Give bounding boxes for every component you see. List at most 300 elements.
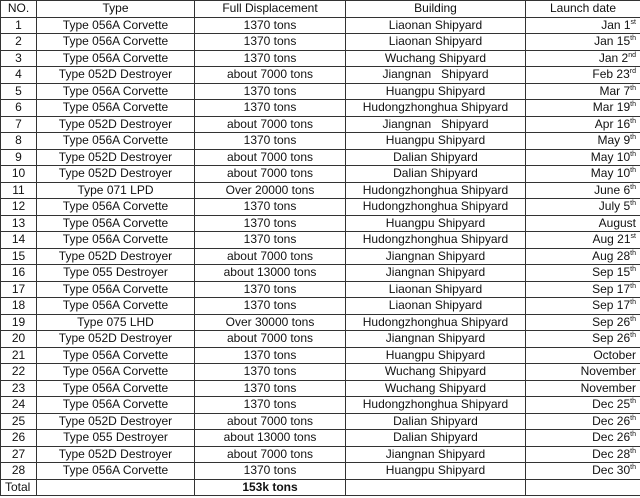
table-row <box>1 116 640 133</box>
cell-launch-date <box>526 232 640 249</box>
cell-no <box>1 17 37 34</box>
cell-displacement <box>195 116 346 133</box>
cell-type-text: Type 056A Corvette <box>62 17 169 32</box>
cell-no <box>1 232 37 249</box>
cell-type-text: Type 055 Destroyer <box>63 430 168 445</box>
cell-no <box>1 116 37 133</box>
cell-no-text: 12 <box>11 199 26 214</box>
date-ordinal-suffix: th <box>630 35 636 43</box>
table-row <box>1 281 640 298</box>
cell-type-text: Type 052D Destroyer <box>58 331 173 346</box>
date-ordinal-suffix: th <box>630 282 636 290</box>
cell-no <box>1 397 37 414</box>
cell-no-text: 9 <box>15 149 22 164</box>
cell-building <box>346 248 526 265</box>
cell-displacement <box>195 314 346 331</box>
cell-type-text: Type 056A Corvette <box>62 215 169 230</box>
cell-type <box>37 199 195 216</box>
cell-launch-date <box>526 364 640 381</box>
table-row <box>1 314 640 331</box>
date-ordinal-suffix: th <box>630 398 636 406</box>
cell-type <box>37 100 195 117</box>
cell-no <box>1 248 37 265</box>
cell-type <box>37 281 195 298</box>
date-ordinal-suffix: th <box>630 299 636 307</box>
cell-no-text: 3 <box>15 50 22 65</box>
cell-launch-date <box>526 331 640 348</box>
cell-displacement-text: about 7000 tons <box>226 331 314 346</box>
cell-no <box>1 281 37 298</box>
cell-launch-date-text: Dec 26 <box>592 413 631 428</box>
cell-building <box>346 149 526 166</box>
cell-building-text: Wuchang Shipyard <box>384 364 487 379</box>
cell-no <box>1 314 37 331</box>
cell-building <box>346 100 526 117</box>
cell-type <box>37 331 195 348</box>
cell-displacement-text: about 7000 tons <box>226 248 314 263</box>
cell-no <box>1 182 37 199</box>
cell-building-text: Wuchang Shipyard <box>384 50 487 65</box>
table-row <box>1 298 640 315</box>
cell-building-text: Hudongzhonghua Shipyard <box>362 182 509 197</box>
cell-displacement-text: 1370 tons <box>243 100 297 115</box>
table-row <box>1 133 640 150</box>
cell-type-text: Type 052D Destroyer <box>58 149 173 164</box>
cell-building-text: Liaonan Shipyard <box>388 298 483 313</box>
cell-launch-date <box>526 397 640 414</box>
cell-no-text: 26 <box>11 430 26 445</box>
total-type-cell <box>37 479 195 496</box>
cell-type-text: Type 071 LPD <box>77 182 154 197</box>
table-row <box>1 50 640 67</box>
cell-type-text: Type 056A Corvette <box>62 347 169 362</box>
date-ordinal-suffix: th <box>630 134 636 142</box>
cell-launch-date-text: May 10 <box>590 166 631 181</box>
cell-no <box>1 298 37 315</box>
cell-type <box>37 463 195 480</box>
cell-launch-date <box>526 314 640 331</box>
cell-displacement-text: about 7000 tons <box>226 149 314 164</box>
cell-launch-date-text: July 5 <box>598 199 631 214</box>
cell-displacement <box>195 67 346 84</box>
cell-displacement-text: about 7000 tons <box>226 446 314 461</box>
cell-launch-date-text: Aug 28 <box>592 248 631 263</box>
cell-type <box>37 380 195 397</box>
table-row <box>1 397 640 414</box>
table-row <box>1 67 640 84</box>
date-ordinal-suffix: rd <box>629 68 636 76</box>
cell-type-text: Type 056A Corvette <box>62 133 169 148</box>
cell-building-text: Dalian Shipyard <box>393 430 478 445</box>
cell-no <box>1 149 37 166</box>
cell-launch-date <box>526 281 640 298</box>
date-ordinal-suffix: th <box>630 101 636 109</box>
cell-type <box>37 446 195 463</box>
cell-building <box>346 397 526 414</box>
cell-type-text: Type 056A Corvette <box>62 281 169 296</box>
cell-displacement-text: about 7000 tons <box>226 116 314 131</box>
date-ordinal-suffix: st <box>630 233 636 241</box>
cell-launch-date-text: Jan 1 <box>601 17 631 32</box>
cell-type <box>37 364 195 381</box>
cell-no <box>1 199 37 216</box>
cell-type <box>37 166 195 183</box>
table-row <box>1 413 640 430</box>
cell-no <box>1 265 37 282</box>
table-row <box>1 364 640 381</box>
cell-launch-date <box>526 463 640 480</box>
date-ordinal-suffix: th <box>630 249 636 257</box>
cell-building <box>346 17 526 34</box>
cell-building <box>346 331 526 348</box>
cell-displacement <box>195 347 346 364</box>
cell-type-text: Type 056A Corvette <box>62 380 169 395</box>
cell-displacement <box>195 364 346 381</box>
cell-launch-date-text: Sep 26 <box>592 314 631 329</box>
cell-displacement <box>195 413 346 430</box>
cell-building <box>346 215 526 232</box>
cell-launch-date <box>526 298 640 315</box>
cell-launch-date-text: Dec 30 <box>592 463 631 478</box>
date-ordinal-suffix: th <box>630 84 636 92</box>
cell-displacement <box>195 380 346 397</box>
cell-building-text: Huangpu Shipyard <box>385 215 486 230</box>
cell-launch-date-text: Aug 21 <box>592 232 631 247</box>
total-row <box>1 479 640 496</box>
cell-building-text: Hudongzhonghua Shipyard <box>362 397 509 412</box>
cell-displacement-text: 1370 tons <box>243 17 297 32</box>
cell-displacement <box>195 50 346 67</box>
cell-building <box>346 34 526 51</box>
cell-type <box>37 149 195 166</box>
cell-building-text: Hudongzhonghua Shipyard <box>362 232 509 247</box>
cell-building <box>346 67 526 84</box>
cell-building-text: Dalian Shipyard <box>393 413 478 428</box>
cell-no <box>1 413 37 430</box>
date-ordinal-suffix: th <box>630 266 636 274</box>
cell-no <box>1 380 37 397</box>
cell-no <box>1 331 37 348</box>
cell-launch-date-text: November <box>580 364 636 379</box>
cell-displacement <box>195 100 346 117</box>
cell-displacement <box>195 430 346 447</box>
cell-building <box>346 446 526 463</box>
cell-no-text: 15 <box>11 248 26 263</box>
cell-launch-date <box>526 430 640 447</box>
cell-launch-date <box>526 34 640 51</box>
cell-launch-date-text: Feb 23 <box>592 67 630 82</box>
total-label: Total <box>1 479 37 496</box>
header-displacement: Full Displacement <box>195 1 346 18</box>
cell-no-text: 13 <box>11 215 26 230</box>
cell-type-text: Type 075 LHD <box>77 314 154 329</box>
cell-type-text: Type 052D Destroyer <box>58 248 173 263</box>
cell-displacement <box>195 446 346 463</box>
cell-launch-date-text: November <box>580 380 636 395</box>
cell-displacement <box>195 215 346 232</box>
cell-displacement-text: 1370 tons <box>243 380 297 395</box>
cell-no <box>1 446 37 463</box>
cell-displacement-text: 1370 tons <box>243 463 297 478</box>
cell-building-text: Liaonan Shipyard <box>388 34 483 49</box>
cell-building <box>346 298 526 315</box>
cell-type-text: Type 055 Destroyer <box>63 265 168 280</box>
cell-no-text: 16 <box>11 265 26 280</box>
cell-building-text: Liaonan Shipyard <box>388 17 483 32</box>
cell-displacement <box>195 133 346 150</box>
cell-no <box>1 133 37 150</box>
cell-type <box>37 215 195 232</box>
cell-no-text: 22 <box>11 364 26 379</box>
cell-building <box>346 413 526 430</box>
cell-type-text: Type 052D Destroyer <box>58 446 173 461</box>
cell-displacement <box>195 199 346 216</box>
cell-type <box>37 83 195 100</box>
cell-building <box>346 199 526 216</box>
cell-building <box>346 265 526 282</box>
cell-type <box>37 397 195 414</box>
cell-displacement-text: about 7000 tons <box>226 413 314 428</box>
cell-launch-date <box>526 380 640 397</box>
table-row <box>1 215 640 232</box>
table-row <box>1 265 640 282</box>
cell-displacement-text: 1370 tons <box>243 281 297 296</box>
cell-displacement <box>195 331 346 348</box>
cell-type <box>37 50 195 67</box>
cell-no <box>1 67 37 84</box>
cell-no-text: 4 <box>15 67 22 82</box>
cell-displacement-text: Over 20000 tons <box>225 182 315 197</box>
cell-building-text: Dalian Shipyard <box>393 166 478 181</box>
cell-no-text: 14 <box>11 232 26 247</box>
cell-building <box>346 347 526 364</box>
cell-type-text: Type 056A Corvette <box>62 199 169 214</box>
cell-no <box>1 463 37 480</box>
table-row <box>1 248 640 265</box>
date-ordinal-suffix: th <box>630 332 636 340</box>
cell-type-text: Type 056A Corvette <box>62 364 169 379</box>
cell-building-text: Jiangnan Shipyard <box>382 67 489 82</box>
cell-no-text: 18 <box>11 298 26 313</box>
cell-launch-date <box>526 116 640 133</box>
cell-displacement-text: 1370 tons <box>243 215 297 230</box>
date-ordinal-suffix: th <box>630 200 636 208</box>
cell-displacement <box>195 17 346 34</box>
table-row <box>1 446 640 463</box>
cell-launch-date-text: Sep 26 <box>592 331 631 346</box>
cell-building-text: Jiangnan Shipyard <box>385 446 486 461</box>
cell-no <box>1 166 37 183</box>
date-ordinal-suffix: th <box>630 150 636 158</box>
cell-no-text: 27 <box>11 446 26 461</box>
cell-no-text: 6 <box>15 100 22 115</box>
cell-displacement-text: about 7000 tons <box>226 67 314 82</box>
cell-displacement-text: 1370 tons <box>243 50 297 65</box>
cell-type <box>37 314 195 331</box>
cell-type <box>37 17 195 34</box>
cell-launch-date-text: May 9 <box>597 133 631 148</box>
cell-type <box>37 265 195 282</box>
cell-launch-date <box>526 347 640 364</box>
cell-building <box>346 50 526 67</box>
cell-displacement <box>195 34 346 51</box>
cell-type-text: Type 056A Corvette <box>62 463 169 478</box>
cell-displacement <box>195 281 346 298</box>
cell-building-text: Jiangnan Shipyard <box>385 331 486 346</box>
total-displacement: 153k tons <box>195 479 346 496</box>
date-ordinal-suffix: th <box>630 315 636 323</box>
cell-displacement-text: 1370 tons <box>243 232 297 247</box>
cell-type-text: Type 056A Corvette <box>62 50 169 65</box>
table-row <box>1 331 640 348</box>
cell-no-text: 17 <box>11 281 26 296</box>
cell-building <box>346 83 526 100</box>
cell-no-text: 19 <box>11 314 26 329</box>
cell-launch-date-text: Jan 2 <box>598 50 629 65</box>
cell-type-text: Type 056A Corvette <box>62 397 169 412</box>
cell-displacement <box>195 265 346 282</box>
cell-building <box>346 133 526 150</box>
date-ordinal-suffix: nd <box>628 51 636 59</box>
cell-launch-date <box>526 248 640 265</box>
cell-launch-date <box>526 265 640 282</box>
cell-no <box>1 50 37 67</box>
table-row <box>1 83 640 100</box>
cell-type-text: Type 052D Destroyer <box>58 67 173 82</box>
cell-launch-date-text: Dec 26 <box>592 430 631 445</box>
table-row <box>1 380 640 397</box>
cell-type-text: Type 056A Corvette <box>62 34 169 49</box>
cell-type <box>37 34 195 51</box>
cell-no-text: 7 <box>15 116 22 131</box>
cell-building <box>346 463 526 480</box>
cell-building <box>346 116 526 133</box>
cell-launch-date <box>526 182 640 199</box>
cell-type <box>37 67 195 84</box>
cell-displacement-text: 1370 tons <box>243 298 297 313</box>
cell-launch-date <box>526 149 640 166</box>
cell-no-text: 20 <box>11 331 26 346</box>
cell-no-text: 11 <box>12 182 25 197</box>
cell-building-text: Huangpu Shipyard <box>385 347 486 362</box>
cell-no <box>1 364 37 381</box>
table-row <box>1 463 640 480</box>
cell-launch-date <box>526 100 640 117</box>
cell-launch-date <box>526 215 640 232</box>
cell-launch-date <box>526 199 640 216</box>
cell-displacement-text: 1370 tons <box>243 364 297 379</box>
cell-no-text: 1 <box>15 17 22 32</box>
cell-launch-date-text: Sep 15 <box>592 265 631 280</box>
cell-launch-date <box>526 413 640 430</box>
cell-building-text: Jiangnan Shipyard <box>385 265 486 280</box>
cell-building-text: Huangpu Shipyard <box>385 463 486 478</box>
cell-displacement-text: 1370 tons <box>243 347 297 362</box>
cell-type <box>37 298 195 315</box>
cell-launch-date <box>526 133 640 150</box>
header-building: Building <box>346 1 526 18</box>
header-launch-date: Launch date <box>526 1 640 18</box>
cell-displacement-text: 1370 tons <box>243 199 297 214</box>
cell-displacement <box>195 248 346 265</box>
cell-launch-date-text: Jan 15 <box>594 34 631 49</box>
cell-no <box>1 83 37 100</box>
cell-launch-date-text: October <box>593 347 636 362</box>
cell-launch-date-text: Dec 25 <box>592 397 631 412</box>
table-row <box>1 199 640 216</box>
cell-launch-date-text: Mar 7 <box>599 83 631 98</box>
table-row <box>1 166 640 183</box>
cell-displacement <box>195 463 346 480</box>
table-row <box>1 100 640 117</box>
table-row <box>1 34 640 51</box>
table-row <box>1 347 640 364</box>
cell-no <box>1 430 37 447</box>
cell-type-text: Type 052D Destroyer <box>58 413 173 428</box>
cell-no-text: 8 <box>15 133 22 148</box>
cell-no-text: 25 <box>11 413 26 428</box>
cell-building-text: Hudongzhonghua Shipyard <box>362 314 509 329</box>
cell-launch-date-text: Sep 17 <box>592 298 631 313</box>
cell-building <box>346 430 526 447</box>
cell-launch-date-text: Dec 28 <box>592 446 631 461</box>
cell-no-text: 5 <box>15 83 22 98</box>
cell-building-text: Jiangnan Shipyard <box>385 248 486 263</box>
cell-displacement-text: 1370 tons <box>243 34 297 49</box>
cell-type <box>37 347 195 364</box>
cell-type <box>37 232 195 249</box>
header-row <box>1 1 640 18</box>
cell-type-text: Type 052D Destroyer <box>58 166 173 181</box>
cell-displacement <box>195 83 346 100</box>
cell-displacement <box>195 397 346 414</box>
cell-type-text: Type 052D Destroyer <box>58 116 173 131</box>
date-ordinal-suffix: th <box>630 447 636 455</box>
date-ordinal-suffix: th <box>630 117 636 125</box>
table-row <box>1 430 640 447</box>
cell-launch-date-text: June 6 <box>594 182 631 197</box>
date-ordinal-suffix: th <box>630 431 636 439</box>
table-row <box>1 182 640 199</box>
date-ordinal-suffix: th <box>630 414 636 422</box>
cell-building-text: Wuchang Shipyard <box>384 380 487 395</box>
cell-type <box>37 430 195 447</box>
header-no: NO. <box>1 1 37 18</box>
date-ordinal-suffix: th <box>630 183 636 191</box>
cell-launch-date-text: Mar 19 <box>592 100 631 115</box>
cell-displacement-text: 1370 tons <box>243 83 297 98</box>
cell-no <box>1 100 37 117</box>
cell-building-text: Hudongzhonghua Shipyard <box>362 100 509 115</box>
cell-no-text: 23 <box>11 380 26 395</box>
cell-building <box>346 281 526 298</box>
total-launch-cell <box>526 479 640 496</box>
cell-launch-date-text: August <box>598 215 636 230</box>
cell-type-text: Type 056A Corvette <box>62 100 169 115</box>
cell-launch-date-text: Apr 16 <box>594 116 631 131</box>
cell-launch-date-text: May 10 <box>590 149 631 164</box>
cell-displacement <box>195 149 346 166</box>
cell-launch-date-text: Sep 17 <box>592 281 631 296</box>
table-row <box>1 232 640 249</box>
table-row <box>1 17 640 34</box>
header-type: Type <box>37 1 195 18</box>
cell-launch-date <box>526 446 640 463</box>
cell-type <box>37 133 195 150</box>
cell-building <box>346 182 526 199</box>
cell-launch-date <box>526 83 640 100</box>
cell-no-text: 21 <box>11 347 26 362</box>
